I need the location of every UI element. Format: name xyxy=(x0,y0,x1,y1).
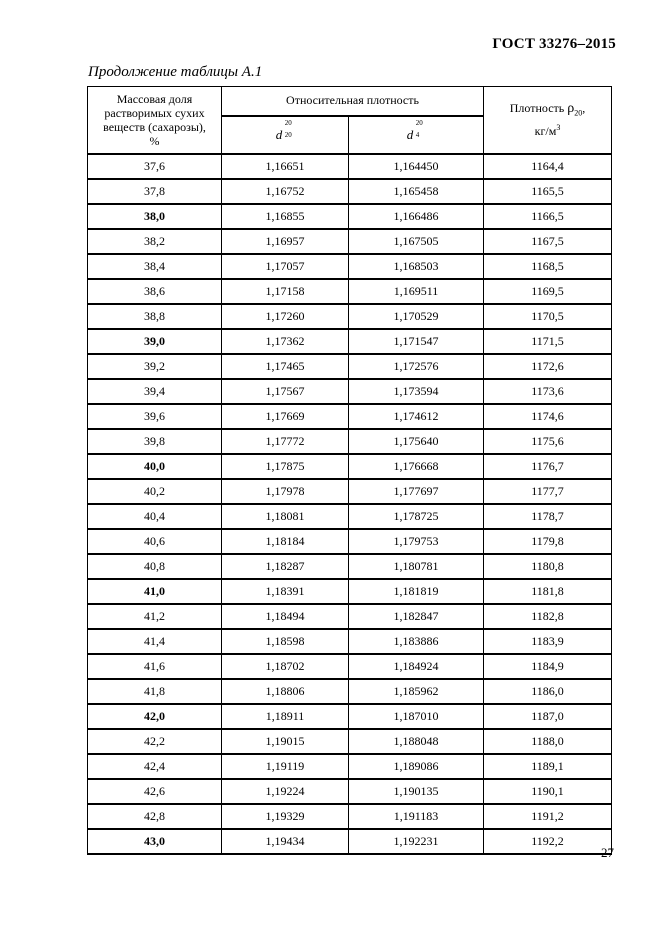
d2020-sub: 20 xyxy=(284,130,292,139)
header-density-label: Плотность xyxy=(509,100,565,115)
table-caption: Продолжение таблицы А.1 xyxy=(88,64,263,80)
d204-base: d xyxy=(406,126,414,142)
table-body xyxy=(88,154,612,854)
cell-d204: 1,172576 xyxy=(349,354,484,379)
cell-d2020: 1,18702 xyxy=(222,654,349,679)
cell-mass-fraction: 41,8 xyxy=(88,679,222,704)
header-d2020 xyxy=(222,116,349,154)
table-row xyxy=(88,504,612,529)
header-mass-line: % xyxy=(149,133,160,148)
cell-mass-fraction: 40,0 xyxy=(88,454,222,479)
cell-density: 1186,0 xyxy=(484,679,612,704)
rho-subscript: 20 xyxy=(574,107,583,117)
cell-mass-fraction: 39,6 xyxy=(88,404,222,429)
d2020-sup: 20 xyxy=(284,118,292,127)
cell-d204: 1,166486 xyxy=(349,204,484,229)
cell-d204: 1,174612 xyxy=(349,404,484,429)
cell-d2020: 1,18184 xyxy=(222,529,349,554)
table-row xyxy=(88,554,612,579)
d2020-base: d xyxy=(275,126,283,142)
header-mass-line: растворимых сухих xyxy=(104,105,205,120)
table-row xyxy=(88,204,612,229)
cell-d2020: 1,18806 xyxy=(222,679,349,704)
cell-d204: 1,167505 xyxy=(349,229,484,254)
header-relative-density: Относительная плотность xyxy=(222,87,484,116)
cell-mass-fraction: 40,2 xyxy=(88,479,222,504)
table-row xyxy=(88,229,612,254)
cell-mass-fraction: 39,0 xyxy=(88,329,222,354)
cell-mass-fraction: 42,6 xyxy=(88,779,222,804)
cell-density: 1175,6 xyxy=(484,429,612,454)
cell-mass-fraction: 37,8 xyxy=(88,179,222,204)
cell-d204: 1,179753 xyxy=(349,529,484,554)
cell-d2020: 1,18081 xyxy=(222,504,349,529)
cell-density: 1172,6 xyxy=(484,354,612,379)
cell-mass-fraction: 38,4 xyxy=(88,254,222,279)
table-row xyxy=(88,254,612,279)
cell-d204: 1,165458 xyxy=(349,179,484,204)
density-unit-power: 3 xyxy=(556,122,561,132)
cell-mass-fraction: 42,2 xyxy=(88,729,222,754)
cell-mass-fraction: 41,2 xyxy=(88,604,222,629)
table-row xyxy=(88,379,612,404)
cell-mass-fraction: 38,0 xyxy=(88,204,222,229)
cell-d204: 1,170529 xyxy=(349,304,484,329)
table-row xyxy=(88,779,612,804)
cell-d204: 1,182847 xyxy=(349,604,484,629)
cell-d2020: 1,19015 xyxy=(222,729,349,754)
header-density xyxy=(484,87,612,154)
cell-d2020: 1,16855 xyxy=(222,204,349,229)
cell-d2020: 1,17362 xyxy=(222,329,349,354)
cell-d204: 1,184924 xyxy=(349,654,484,679)
cell-mass-fraction: 39,8 xyxy=(88,429,222,454)
cell-d204: 1,177697 xyxy=(349,479,484,504)
document-code: ГОСТ 33276–2015 xyxy=(492,36,616,52)
cell-d204: 1,191183 xyxy=(349,804,484,829)
cell-d2020: 1,17772 xyxy=(222,429,349,454)
cell-d204: 1,189086 xyxy=(349,754,484,779)
cell-mass-fraction: 41,4 xyxy=(88,629,222,654)
cell-d204: 1,176668 xyxy=(349,454,484,479)
table-row xyxy=(88,679,612,704)
cell-d2020: 1,17260 xyxy=(222,304,349,329)
table-row xyxy=(88,804,612,829)
cell-d204: 1,188048 xyxy=(349,729,484,754)
density-unit: кг/м xyxy=(534,123,557,138)
density-table xyxy=(87,86,612,855)
cell-d2020: 1,17465 xyxy=(222,354,349,379)
table-row xyxy=(88,704,612,729)
cell-d204: 1,185962 xyxy=(349,679,484,704)
cell-density: 1183,9 xyxy=(484,629,612,654)
cell-density: 1189,1 xyxy=(484,754,612,779)
cell-d2020: 1,17158 xyxy=(222,279,349,304)
table-row xyxy=(88,329,612,354)
table-row xyxy=(88,829,612,854)
table-row xyxy=(88,479,612,504)
cell-d204: 1,173594 xyxy=(349,379,484,404)
cell-density: 1182,8 xyxy=(484,604,612,629)
table-row xyxy=(88,754,612,779)
cell-d204: 1,180781 xyxy=(349,554,484,579)
cell-d2020: 1,19224 xyxy=(222,779,349,804)
cell-density: 1166,5 xyxy=(484,204,612,229)
cell-d204: 1,164450 xyxy=(349,154,484,179)
cell-density: 1171,5 xyxy=(484,329,612,354)
cell-density: 1168,5 xyxy=(484,254,612,279)
cell-density: 1174,6 xyxy=(484,404,612,429)
cell-density: 1170,5 xyxy=(484,304,612,329)
cell-mass-fraction: 42,4 xyxy=(88,754,222,779)
table-row xyxy=(88,179,612,204)
table-row xyxy=(88,454,612,479)
d204-sup: 20 xyxy=(415,118,423,127)
table-row xyxy=(88,629,612,654)
cell-density: 1180,8 xyxy=(484,554,612,579)
cell-d2020: 1,19329 xyxy=(222,804,349,829)
cell-mass-fraction: 40,4 xyxy=(88,504,222,529)
table-row xyxy=(88,604,612,629)
cell-d204: 1,178725 xyxy=(349,504,484,529)
cell-density: 1181,8 xyxy=(484,579,612,604)
cell-d204: 1,190135 xyxy=(349,779,484,804)
page-number: 27 xyxy=(601,845,614,860)
table-row xyxy=(88,579,612,604)
cell-d2020: 1,16651 xyxy=(222,154,349,179)
cell-density: 1176,7 xyxy=(484,454,612,479)
cell-density: 1188,0 xyxy=(484,729,612,754)
table-row xyxy=(88,279,612,304)
cell-mass-fraction: 41,0 xyxy=(88,579,222,604)
table-row xyxy=(88,729,612,754)
table-row xyxy=(88,529,612,554)
table-row xyxy=(88,154,612,179)
cell-density: 1169,5 xyxy=(484,279,612,304)
cell-d2020: 1,17057 xyxy=(222,254,349,279)
cell-density: 1173,6 xyxy=(484,379,612,404)
cell-d2020: 1,16752 xyxy=(222,179,349,204)
cell-mass-fraction: 38,8 xyxy=(88,304,222,329)
cell-mass-fraction: 40,6 xyxy=(88,529,222,554)
cell-density: 1190,1 xyxy=(484,779,612,804)
cell-d2020: 1,17875 xyxy=(222,454,349,479)
cell-density: 1167,5 xyxy=(484,229,612,254)
cell-density: 1178,7 xyxy=(484,504,612,529)
cell-mass-fraction: 43,0 xyxy=(88,829,222,854)
cell-d204: 1,187010 xyxy=(349,704,484,729)
cell-d2020: 1,16957 xyxy=(222,229,349,254)
cell-density: 1187,0 xyxy=(484,704,612,729)
cell-mass-fraction: 37,6 xyxy=(88,154,222,179)
table-row xyxy=(88,354,612,379)
d204-sub: 4 xyxy=(415,130,420,139)
table-row xyxy=(88,654,612,679)
cell-mass-fraction: 39,2 xyxy=(88,354,222,379)
cell-d204: 1,171547 xyxy=(349,329,484,354)
cell-density: 1179,8 xyxy=(484,529,612,554)
cell-d2020: 1,17567 xyxy=(222,379,349,404)
rho-symbol: ρ xyxy=(567,100,575,116)
cell-d2020: 1,18598 xyxy=(222,629,349,654)
header-mass-line: Массовая доля xyxy=(116,91,193,106)
cell-d204: 1,183886 xyxy=(349,629,484,654)
table-row xyxy=(88,404,612,429)
cell-d2020: 1,18287 xyxy=(222,554,349,579)
cell-d2020: 1,17669 xyxy=(222,404,349,429)
cell-d204: 1,169511 xyxy=(349,279,484,304)
cell-d204: 1,192231 xyxy=(349,829,484,854)
cell-d204: 1,168503 xyxy=(349,254,484,279)
table-row xyxy=(88,304,612,329)
cell-density: 1164,4 xyxy=(484,154,612,179)
cell-d204: 1,181819 xyxy=(349,579,484,604)
cell-d2020: 1,18494 xyxy=(222,604,349,629)
cell-mass-fraction: 40,8 xyxy=(88,554,222,579)
cell-d2020: 1,18391 xyxy=(222,579,349,604)
header-d204 xyxy=(349,116,484,154)
cell-d2020: 1,17978 xyxy=(222,479,349,504)
cell-d2020: 1,19119 xyxy=(222,754,349,779)
cell-mass-fraction: 39,4 xyxy=(88,379,222,404)
cell-density: 1177,7 xyxy=(484,479,612,504)
cell-d2020: 1,19434 xyxy=(222,829,349,854)
table-row xyxy=(88,429,612,454)
cell-density: 1165,5 xyxy=(484,179,612,204)
cell-mass-fraction: 42,8 xyxy=(88,804,222,829)
cell-density: 1191,2 xyxy=(484,804,612,829)
header-mass-line: веществ (сахарозы), xyxy=(103,119,206,134)
cell-density: 1192,2 xyxy=(484,829,612,854)
cell-mass-fraction: 38,2 xyxy=(88,229,222,254)
cell-mass-fraction: 42,0 xyxy=(88,704,222,729)
cell-mass-fraction: 38,6 xyxy=(88,279,222,304)
header-density-comma: , xyxy=(582,100,586,115)
cell-density: 1184,9 xyxy=(484,654,612,679)
cell-d204: 1,175640 xyxy=(349,429,484,454)
cell-d2020: 1,18911 xyxy=(222,704,349,729)
header-mass-fraction xyxy=(88,87,222,154)
cell-mass-fraction: 41,6 xyxy=(88,654,222,679)
